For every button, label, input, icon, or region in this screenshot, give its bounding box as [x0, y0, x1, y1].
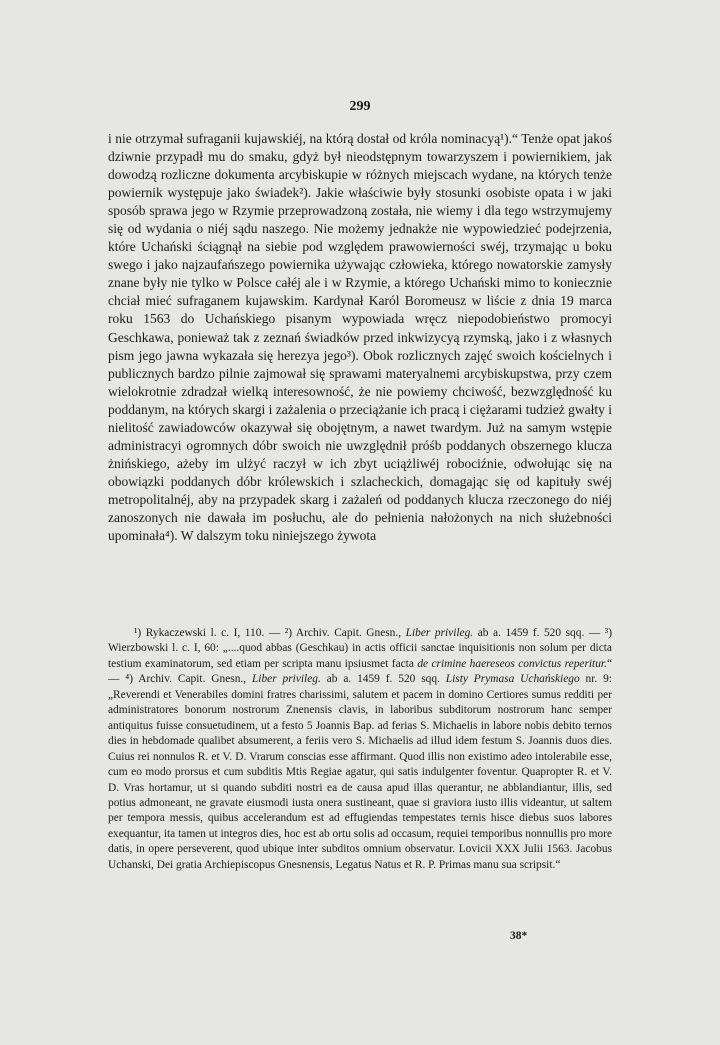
footnote-block: [108, 626, 612, 873]
footnote-part4-italic: Listy Prymasa Uchańskiego: [445, 673, 580, 686]
footnote-part2-italic: de crimine haereseos convictus reperitur.: [417, 657, 607, 670]
footnote-lead: ¹) Rykaczewski l. c. I, 110. — ²) Archiv. Capit. Gnesn.,: [134, 627, 402, 639]
printer-signature: 38*: [510, 930, 528, 942]
main-text: [108, 130, 612, 545]
page-number: 299: [349, 99, 371, 114]
footnote-part3: “ — ⁴) Archiv. Capit. Gnesn.,: [108, 657, 612, 686]
footnote-part3-italic: Liber privileg.: [251, 673, 321, 686]
footnote-part4: ab a. 1459 f. 520 sqq.: [326, 673, 440, 686]
body-paragraph: i nie otrzymał sufraganii kujawskiéj, na którą dostał od króla nominacyą¹).“ Tenże opat jakoś dziwnie przypadł mu do smaku, gdyż był nieodstępnym towarzyszem i powiernikiem, jak dowodzą rozliczne dokumenta arcybiskupie w różnych miejscach wydane, na których tenże powiernik występuje jako świadek²). Jakie właściwie były stosunki osobiste opata i w jaki sposób sprawa jego w Rzymie przeprowadzoną została, nie wiemy i dla tego wstrzymujemy się od wydania o niéj sądu naszego. Nie możemy jednakże nie wypowiedzieć podejrzenia, które Uchański ściągnął na siebie pod względem prawowierności swéj, trzymając u boku swego i jako najzaufańszego powiernika używając człowieka, którego nowatorskie zamysły znane były nie tylko w Polsce całéj ale i w Rzymie, a którego Uchański mimo to koniecznie chciał mieć sufraganem kujawskim. Kardynał Karól Boromeusz w liście z dnia 19 marca roku 1563 do Uchańskiego pisanym wypowiada wręcz niepodobieństwo promocyi Geschkawa, ponieważ tak z zeznań świadków przed inkwizycyą rzymską, jako i z własnych pism jego jawna wykazała się herezya jego³). Obok rozlicznych zajęć swoich kościelnych i publicznych bardzo pilnie zajmował się sprawami materyalnemi arcybiskupstwa, przy czem wielokrotnie zdradzał wielką interesowność, że nie powiemy chciwość, bezwzględność ku poddanym, na których skargi i zażalenia o przeciążanie ich pracą i ciężarami tudzież gwałty i nielitość zawiadowców okazywał się obojętnym, a nawet twardym. Już na samym wstępie administracyi ogromnych dóbr swoich nie uwzględnił próśb poddanych obszernego klucza żnińskiego, ażeby im ulżyć raczył w ich zbyt uciążliwéj robociźnie, odwołując się na obowiązki poddanych dóbr królewskich i szlacheckich, domagając się od kapituły swéj metropolitalnéj, aby na przypadek skarg i zażaleń od poddanych klucza rzeczonego do niéj zanoszonych nie dawała im posłuchu, ale do pełnienia nałożonych na nich służebności upominała⁴). W dalszym toku niniejszego żywota: [108, 131, 612, 544]
footnote-part5: nr. 9: „Reverendi et Venerabiles domini fratres charissimi, salutem et pacem in domino Certiores sumus redditi per administratores bonorum nostrorum Znenensis clavis, in laboribus subditorum nostrorum hanc semper antiquitus fuisse consuetudinem, ut a festo 5 Joannis Bap. ad ferias S. Michaelis in labore nobis debito ternos dies in hebdomade qualibet absumerent, a feriis vero S. Michaelis ad illud idem festum S. Joannis duos dies. Cuius rei nonnulos R. et V. D. Vrarum conscias esse affirmant. Quod illis non existimo adeo intolerabile esse, cum eo modo prorsus et cum subditis Mtis Regiae agatur, qui satis indulgenter foventur. Quapropter R. et V. D. Vras hortamur, ut si quando subditi nostri ea de causa apud illas querantur, ne abblandiantur, illis, sed potius admoneant, ne gravate eiusmodi iusta onera sustineant, quae si graviora iusto illis videantur, ut saltem per tempora messis, quibus accelerandum est ad effugiendas tempestates ternis hisce diebus suos labores exequantur, ita tamen ut integros dies, hoc est ab ortu solis ad occasum, requiei temporibus nonnullis pro more datis, in opere perseverent, quod ubique inter subditos omnium observatur. Lovicii XXX Julii 1563. Jacobus Uchanski, Dei gratia Archiepiscopus Gnesnensis, Legatus Natus et R. P. Primas manu sua scripsit.“: [108, 673, 612, 871]
footnote-lead-italic: Liber privileg.: [405, 627, 474, 639]
footnotes: [108, 626, 612, 873]
footnote-part2: ab a. 1459 f. 520 sqq. — ³) Wierzbowski l. c. I, 60: „....quod abbas (Geschkau) in actis officii sanctae inquisitionis non solum per dicta testium examinatorum, sed etiam per scripta manu ipsiusmet facta: [108, 627, 612, 670]
